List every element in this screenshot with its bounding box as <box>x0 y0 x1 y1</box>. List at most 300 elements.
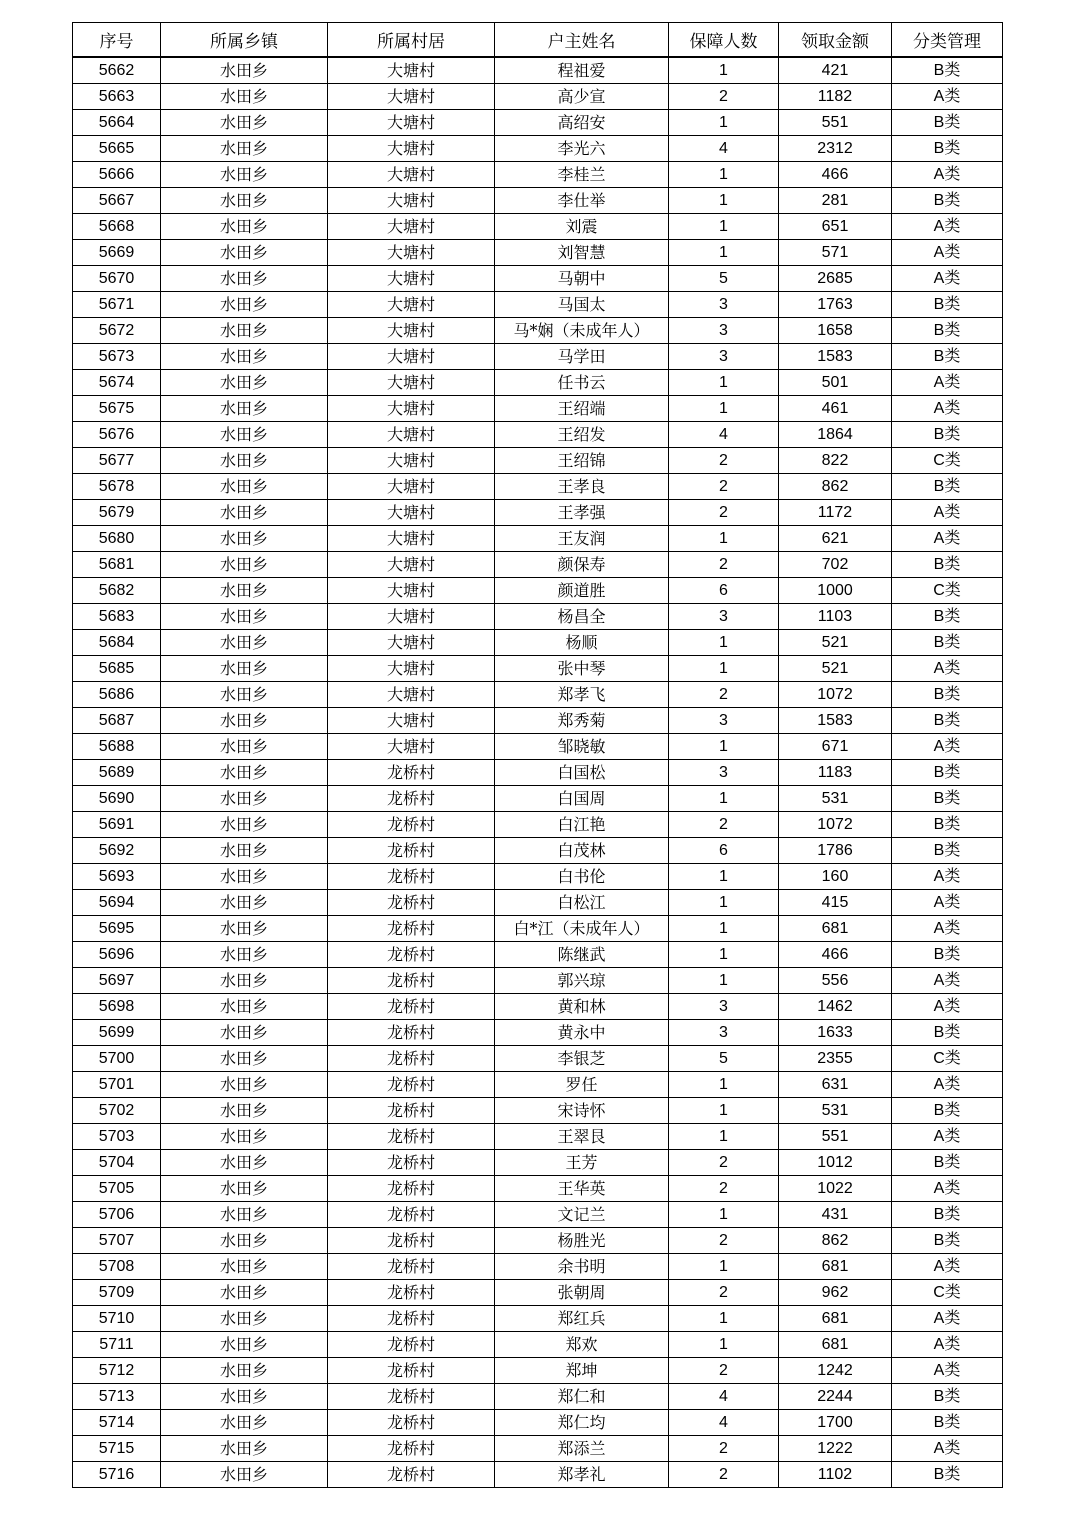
covered-persons-cell: 2 <box>669 84 779 110</box>
amount-received-cell: 681 <box>779 1306 892 1332</box>
household-head-name-cell: 李桂兰 <box>495 162 669 188</box>
table-row <box>73 526 1003 552</box>
table-row <box>73 1280 1003 1306</box>
category-cell: B类 <box>892 1462 1003 1488</box>
township-cell: 水田乡 <box>161 1176 328 1202</box>
household-head-name-cell: 刘震 <box>495 214 669 240</box>
category-cell: B类 <box>892 630 1003 656</box>
township-cell: 水田乡 <box>161 760 328 786</box>
household-head-name-cell: 白松江 <box>495 890 669 916</box>
amount-received-cell: 1864 <box>779 422 892 448</box>
amount-received-cell: 466 <box>779 162 892 188</box>
township-cell: 水田乡 <box>161 1072 328 1098</box>
township-cell: 水田乡 <box>161 968 328 994</box>
category-cell: B类 <box>892 57 1003 84</box>
covered-persons-cell: 2 <box>669 1228 779 1254</box>
village-cell: 大塘村 <box>328 57 495 84</box>
covered-persons-cell: 1 <box>669 162 779 188</box>
serial-number-cell: 5695 <box>73 916 161 942</box>
township-cell: 水田乡 <box>161 1098 328 1124</box>
covered-persons-cell: 2 <box>669 1358 779 1384</box>
amount-received-cell: 681 <box>779 1332 892 1358</box>
table-row <box>73 448 1003 474</box>
household-head-name-cell: 李银芝 <box>495 1046 669 1072</box>
table-row <box>73 1228 1003 1254</box>
serial-number-cell: 5698 <box>73 994 161 1020</box>
amount-received-cell: 1182 <box>779 84 892 110</box>
covered-persons-cell: 3 <box>669 292 779 318</box>
amount-received-cell: 551 <box>779 1124 892 1150</box>
category-cell: B类 <box>892 1150 1003 1176</box>
household-head-name-cell: 高绍安 <box>495 110 669 136</box>
village-cell: 大塘村 <box>328 110 495 136</box>
township-cell: 水田乡 <box>161 422 328 448</box>
table-row <box>73 812 1003 838</box>
township-cell: 水田乡 <box>161 136 328 162</box>
category-cell: A类 <box>892 1176 1003 1202</box>
village-cell: 龙桥村 <box>328 1150 495 1176</box>
township-cell: 水田乡 <box>161 1280 328 1306</box>
category-cell: A类 <box>892 890 1003 916</box>
township-cell: 水田乡 <box>161 1436 328 1462</box>
township-cell: 水田乡 <box>161 916 328 942</box>
household-head-name-cell: 王华英 <box>495 1176 669 1202</box>
village-cell: 龙桥村 <box>328 916 495 942</box>
amount-received-cell: 461 <box>779 396 892 422</box>
village-cell: 大塘村 <box>328 84 495 110</box>
covered-persons-cell: 2 <box>669 552 779 578</box>
amount-received-cell: 466 <box>779 942 892 968</box>
serial-number-cell: 5697 <box>73 968 161 994</box>
amount-received-cell: 671 <box>779 734 892 760</box>
township-cell: 水田乡 <box>161 838 328 864</box>
serial-number-cell: 5671 <box>73 292 161 318</box>
table-row <box>73 1072 1003 1098</box>
amount-received-cell: 551 <box>779 110 892 136</box>
amount-received-cell: 521 <box>779 656 892 682</box>
household-head-name-cell: 宋诗怀 <box>495 1098 669 1124</box>
amount-received-cell: 521 <box>779 630 892 656</box>
header-serial-number: 序号 <box>73 23 161 58</box>
serial-number-cell: 5675 <box>73 396 161 422</box>
township-cell: 水田乡 <box>161 188 328 214</box>
table-row <box>73 1202 1003 1228</box>
amount-received-cell: 702 <box>779 552 892 578</box>
township-cell: 水田乡 <box>161 890 328 916</box>
village-cell: 大塘村 <box>328 396 495 422</box>
village-cell: 大塘村 <box>328 682 495 708</box>
table-row <box>73 136 1003 162</box>
header-household-head-name: 户主姓名 <box>495 23 669 58</box>
amount-received-cell: 1072 <box>779 812 892 838</box>
village-cell: 龙桥村 <box>328 1436 495 1462</box>
amount-received-cell: 1103 <box>779 604 892 630</box>
table-row <box>73 188 1003 214</box>
household-head-name-cell: 高少宣 <box>495 84 669 110</box>
village-cell: 龙桥村 <box>328 1384 495 1410</box>
category-cell: B类 <box>892 110 1003 136</box>
covered-persons-cell: 4 <box>669 136 779 162</box>
household-head-name-cell: 王孝强 <box>495 500 669 526</box>
serial-number-cell: 5699 <box>73 1020 161 1046</box>
category-cell: B类 <box>892 708 1003 734</box>
amount-received-cell: 415 <box>779 890 892 916</box>
category-cell: B类 <box>892 942 1003 968</box>
household-head-name-cell: 罗任 <box>495 1072 669 1098</box>
township-cell: 水田乡 <box>161 448 328 474</box>
table-row <box>73 916 1003 942</box>
serial-number-cell: 5688 <box>73 734 161 760</box>
amount-received-cell: 862 <box>779 1228 892 1254</box>
serial-number-cell: 5691 <box>73 812 161 838</box>
covered-persons-cell: 1 <box>669 864 779 890</box>
township-cell: 水田乡 <box>161 396 328 422</box>
table-row <box>73 1046 1003 1072</box>
serial-number-cell: 5704 <box>73 1150 161 1176</box>
covered-persons-cell: 1 <box>669 1098 779 1124</box>
township-cell: 水田乡 <box>161 526 328 552</box>
amount-received-cell: 1763 <box>779 292 892 318</box>
serial-number-cell: 5702 <box>73 1098 161 1124</box>
amount-received-cell: 2244 <box>779 1384 892 1410</box>
village-cell: 龙桥村 <box>328 812 495 838</box>
township-cell: 水田乡 <box>161 864 328 890</box>
serial-number-cell: 5663 <box>73 84 161 110</box>
covered-persons-cell: 1 <box>669 370 779 396</box>
household-head-name-cell: 张中琴 <box>495 656 669 682</box>
village-cell: 龙桥村 <box>328 1280 495 1306</box>
village-cell: 龙桥村 <box>328 1462 495 1488</box>
category-cell: A类 <box>892 396 1003 422</box>
table-row <box>73 422 1003 448</box>
serial-number-cell: 5682 <box>73 578 161 604</box>
category-cell: A类 <box>892 916 1003 942</box>
table-row <box>73 266 1003 292</box>
amount-received-cell: 822 <box>779 448 892 474</box>
village-cell: 龙桥村 <box>328 1176 495 1202</box>
household-head-name-cell: 白*江（未成年人） <box>495 916 669 942</box>
household-head-name-cell: 王绍端 <box>495 396 669 422</box>
amount-received-cell: 2312 <box>779 136 892 162</box>
covered-persons-cell: 2 <box>669 1176 779 1202</box>
amount-received-cell: 2355 <box>779 1046 892 1072</box>
table-row <box>73 1098 1003 1124</box>
household-head-name-cell: 黄和林 <box>495 994 669 1020</box>
village-cell: 大塘村 <box>328 656 495 682</box>
household-head-name-cell: 程祖爱 <box>495 57 669 84</box>
township-cell: 水田乡 <box>161 630 328 656</box>
table-row <box>73 1176 1003 1202</box>
covered-persons-cell: 2 <box>669 474 779 500</box>
covered-persons-cell: 1 <box>669 942 779 968</box>
serial-number-cell: 5684 <box>73 630 161 656</box>
serial-number-cell: 5711 <box>73 1332 161 1358</box>
covered-persons-cell: 2 <box>669 812 779 838</box>
table-row <box>73 110 1003 136</box>
household-head-name-cell: 马学田 <box>495 344 669 370</box>
township-cell: 水田乡 <box>161 370 328 396</box>
covered-persons-cell: 2 <box>669 682 779 708</box>
household-head-name-cell: 马朝中 <box>495 266 669 292</box>
household-head-name-cell: 文记兰 <box>495 1202 669 1228</box>
table-row <box>73 84 1003 110</box>
village-cell: 龙桥村 <box>328 1228 495 1254</box>
table-row <box>73 734 1003 760</box>
village-cell: 龙桥村 <box>328 994 495 1020</box>
serial-number-cell: 5715 <box>73 1436 161 1462</box>
household-head-name-cell: 马国太 <box>495 292 669 318</box>
table-row <box>73 1462 1003 1488</box>
category-cell: B类 <box>892 1020 1003 1046</box>
township-cell: 水田乡 <box>161 266 328 292</box>
serial-number-cell: 5703 <box>73 1124 161 1150</box>
covered-persons-cell: 4 <box>669 1410 779 1436</box>
township-cell: 水田乡 <box>161 1306 328 1332</box>
serial-number-cell: 5673 <box>73 344 161 370</box>
village-cell: 龙桥村 <box>328 1332 495 1358</box>
category-cell: A类 <box>892 240 1003 266</box>
category-cell: B类 <box>892 344 1003 370</box>
header-covered-persons: 保障人数 <box>669 23 779 58</box>
amount-received-cell: 556 <box>779 968 892 994</box>
category-cell: A类 <box>892 994 1003 1020</box>
covered-persons-cell: 1 <box>669 240 779 266</box>
category-cell: B类 <box>892 1410 1003 1436</box>
category-cell: C类 <box>892 1280 1003 1306</box>
amount-received-cell: 1633 <box>779 1020 892 1046</box>
serial-number-cell: 5665 <box>73 136 161 162</box>
township-cell: 水田乡 <box>161 604 328 630</box>
category-cell: A类 <box>892 1306 1003 1332</box>
household-head-name-cell: 白江艳 <box>495 812 669 838</box>
category-cell: B类 <box>892 552 1003 578</box>
serial-number-cell: 5706 <box>73 1202 161 1228</box>
serial-number-cell: 5676 <box>73 422 161 448</box>
village-cell: 大塘村 <box>328 500 495 526</box>
header-amount-received: 领取金额 <box>779 23 892 58</box>
village-cell: 龙桥村 <box>328 838 495 864</box>
category-cell: B类 <box>892 1098 1003 1124</box>
header-township: 所属乡镇 <box>161 23 328 58</box>
table-row <box>73 890 1003 916</box>
category-cell: B类 <box>892 292 1003 318</box>
table-row <box>73 1410 1003 1436</box>
village-cell: 大塘村 <box>328 292 495 318</box>
serial-number-cell: 5668 <box>73 214 161 240</box>
amount-received-cell: 2685 <box>779 266 892 292</box>
village-cell: 龙桥村 <box>328 1410 495 1436</box>
serial-number-cell: 5662 <box>73 57 161 84</box>
serial-number-cell: 5708 <box>73 1254 161 1280</box>
table-row <box>73 240 1003 266</box>
category-cell: A类 <box>892 656 1003 682</box>
category-cell: B类 <box>892 318 1003 344</box>
category-cell: A类 <box>892 864 1003 890</box>
household-head-name-cell: 郑孝飞 <box>495 682 669 708</box>
township-cell: 水田乡 <box>161 1332 328 1358</box>
household-head-name-cell: 杨胜光 <box>495 1228 669 1254</box>
township-cell: 水田乡 <box>161 812 328 838</box>
serial-number-cell: 5687 <box>73 708 161 734</box>
table-row <box>73 864 1003 890</box>
township-cell: 水田乡 <box>161 474 328 500</box>
village-cell: 大塘村 <box>328 578 495 604</box>
category-cell: C类 <box>892 578 1003 604</box>
township-cell: 水田乡 <box>161 1462 328 1488</box>
table-header <box>73 23 1003 58</box>
covered-persons-cell: 1 <box>669 188 779 214</box>
amount-received-cell: 621 <box>779 526 892 552</box>
household-head-name-cell: 马*娴（未成年人） <box>495 318 669 344</box>
township-cell: 水田乡 <box>161 318 328 344</box>
serial-number-cell: 5664 <box>73 110 161 136</box>
township-cell: 水田乡 <box>161 500 328 526</box>
village-cell: 大塘村 <box>328 448 495 474</box>
table-row <box>73 214 1003 240</box>
household-head-name-cell: 王友润 <box>495 526 669 552</box>
amount-received-cell: 1012 <box>779 1150 892 1176</box>
serial-number-cell: 5700 <box>73 1046 161 1072</box>
household-head-name-cell: 杨顺 <box>495 630 669 656</box>
header-category: 分类管理 <box>892 23 1003 58</box>
covered-persons-cell: 3 <box>669 318 779 344</box>
household-head-name-cell: 郑欢 <box>495 1332 669 1358</box>
village-cell: 大塘村 <box>328 526 495 552</box>
township-cell: 水田乡 <box>161 1046 328 1072</box>
category-cell: A类 <box>892 1254 1003 1280</box>
amount-received-cell: 531 <box>779 1098 892 1124</box>
township-cell: 水田乡 <box>161 1410 328 1436</box>
covered-persons-cell: 1 <box>669 968 779 994</box>
township-cell: 水田乡 <box>161 734 328 760</box>
household-head-name-cell: 任书云 <box>495 370 669 396</box>
serial-number-cell: 5705 <box>73 1176 161 1202</box>
household-head-name-cell: 郑仁均 <box>495 1410 669 1436</box>
covered-persons-cell: 1 <box>669 214 779 240</box>
table-row <box>73 1254 1003 1280</box>
village-cell: 大塘村 <box>328 162 495 188</box>
serial-number-cell: 5677 <box>73 448 161 474</box>
table-row <box>73 344 1003 370</box>
serial-number-cell: 5683 <box>73 604 161 630</box>
village-cell: 大塘村 <box>328 188 495 214</box>
village-cell: 大塘村 <box>328 266 495 292</box>
serial-number-cell: 5689 <box>73 760 161 786</box>
category-cell: A类 <box>892 734 1003 760</box>
amount-received-cell: 431 <box>779 1202 892 1228</box>
household-head-name-cell: 李仕举 <box>495 188 669 214</box>
table-row <box>73 1384 1003 1410</box>
township-cell: 水田乡 <box>161 578 328 604</box>
table-row <box>73 552 1003 578</box>
household-head-name-cell: 郑仁和 <box>495 1384 669 1410</box>
category-cell: A类 <box>892 370 1003 396</box>
village-cell: 龙桥村 <box>328 942 495 968</box>
village-cell: 龙桥村 <box>328 1072 495 1098</box>
serial-number-cell: 5670 <box>73 266 161 292</box>
serial-number-cell: 5681 <box>73 552 161 578</box>
household-head-name-cell: 白国周 <box>495 786 669 812</box>
category-cell: A类 <box>892 1124 1003 1150</box>
category-cell: B类 <box>892 760 1003 786</box>
table-row <box>73 162 1003 188</box>
village-cell: 龙桥村 <box>328 1202 495 1228</box>
village-cell: 龙桥村 <box>328 1124 495 1150</box>
table-row <box>73 1124 1003 1150</box>
table-row <box>73 396 1003 422</box>
category-cell: A类 <box>892 266 1003 292</box>
township-cell: 水田乡 <box>161 292 328 318</box>
table-row <box>73 292 1003 318</box>
table-row <box>73 318 1003 344</box>
village-cell: 大塘村 <box>328 708 495 734</box>
household-head-name-cell: 郑坤 <box>495 1358 669 1384</box>
covered-persons-cell: 1 <box>669 630 779 656</box>
township-cell: 水田乡 <box>161 786 328 812</box>
serial-number-cell: 5710 <box>73 1306 161 1332</box>
covered-persons-cell: 5 <box>669 1046 779 1072</box>
table-row <box>73 630 1003 656</box>
covered-persons-cell: 2 <box>669 1150 779 1176</box>
covered-persons-cell: 1 <box>669 57 779 84</box>
serial-number-cell: 5716 <box>73 1462 161 1488</box>
category-cell: A类 <box>892 968 1003 994</box>
serial-number-cell: 5707 <box>73 1228 161 1254</box>
village-cell: 大塘村 <box>328 630 495 656</box>
amount-received-cell: 681 <box>779 1254 892 1280</box>
serial-number-cell: 5701 <box>73 1072 161 1098</box>
village-cell: 龙桥村 <box>328 890 495 916</box>
township-cell: 水田乡 <box>161 942 328 968</box>
table-row <box>73 942 1003 968</box>
township-cell: 水田乡 <box>161 1150 328 1176</box>
village-cell: 大塘村 <box>328 240 495 266</box>
table-row <box>73 760 1003 786</box>
township-cell: 水田乡 <box>161 682 328 708</box>
category-cell: A类 <box>892 500 1003 526</box>
serial-number-cell: 5696 <box>73 942 161 968</box>
household-head-name-cell: 郑红兵 <box>495 1306 669 1332</box>
household-head-name-cell: 刘智慧 <box>495 240 669 266</box>
amount-received-cell: 421 <box>779 57 892 84</box>
amount-received-cell: 1022 <box>779 1176 892 1202</box>
category-cell: B类 <box>892 838 1003 864</box>
table-row <box>73 1150 1003 1176</box>
category-cell: B类 <box>892 474 1003 500</box>
village-cell: 龙桥村 <box>328 1254 495 1280</box>
household-head-name-cell: 颜保寿 <box>495 552 669 578</box>
covered-persons-cell: 6 <box>669 578 779 604</box>
household-head-name-cell: 郭兴琼 <box>495 968 669 994</box>
amount-received-cell: 651 <box>779 214 892 240</box>
amount-received-cell: 1072 <box>779 682 892 708</box>
township-cell: 水田乡 <box>161 994 328 1020</box>
category-cell: A类 <box>892 1358 1003 1384</box>
township-cell: 水田乡 <box>161 1228 328 1254</box>
amount-received-cell: 1000 <box>779 578 892 604</box>
covered-persons-cell: 1 <box>669 1124 779 1150</box>
serial-number-cell: 5679 <box>73 500 161 526</box>
household-head-name-cell: 郑孝礼 <box>495 1462 669 1488</box>
covered-persons-cell: 1 <box>669 1202 779 1228</box>
serial-number-cell: 5692 <box>73 838 161 864</box>
household-head-name-cell: 郑添兰 <box>495 1436 669 1462</box>
village-cell: 龙桥村 <box>328 1098 495 1124</box>
table-row <box>73 708 1003 734</box>
township-cell: 水田乡 <box>161 214 328 240</box>
village-cell: 龙桥村 <box>328 1020 495 1046</box>
serial-number-cell: 5693 <box>73 864 161 890</box>
